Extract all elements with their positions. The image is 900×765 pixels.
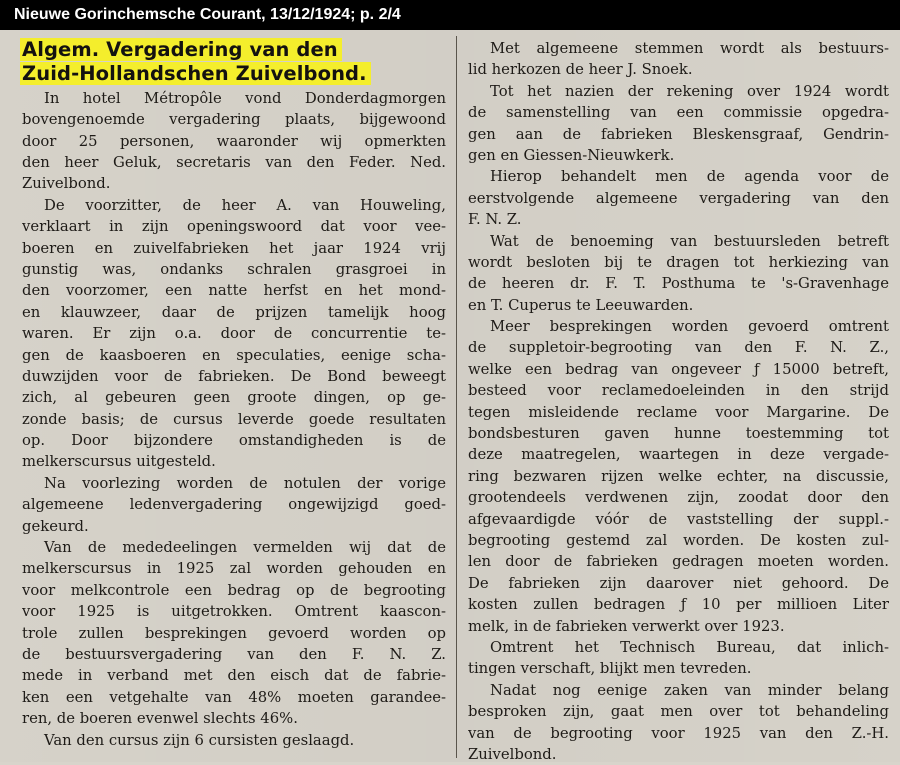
text-line: gen en Giessen-Nieuwkerk. (468, 146, 675, 164)
text-line: op. Door bijzondere omstandigheden is de (22, 432, 446, 450)
text-line: zich, al gebeuren geen groote dingen, op ge- (22, 389, 446, 407)
text-line: voor 1925 is uitgetrokken. Omtrent kaascon- (22, 603, 446, 621)
text-line: den voorzomer, een natte herfst en het mond- (22, 282, 446, 300)
text-line: besproken zijn, gaat men over tot behandeling (468, 703, 889, 721)
text-line: verklaart in zijn openingswoord dat voor vee- (22, 218, 446, 236)
text-line: deze maatregelen, waartegen in deze vergade- (468, 446, 889, 464)
right-column (468, 38, 889, 765)
headline-line-1: Algem. Vergadering van den (20, 38, 342, 61)
text-line: den heer Geluk, secretaris van den Feder. Ned. (22, 153, 446, 171)
text-line: tingen verschaft, blijkt men tevreden. (468, 660, 752, 678)
text-line: de samenstelling van een commissie opgedra- (468, 104, 889, 122)
text-line: bovengenoemde vergadering plaats, bijgewoond (22, 111, 446, 129)
text-line: gen aan de fabrieken Bleskensgraaf, Gendrin- (468, 125, 889, 143)
text-line: F. N. Z. (468, 211, 522, 229)
text-line: waren. Er zijn o.a. door de concurrentie te- (22, 325, 446, 343)
text-line: Hierop behandelt men de agenda voor de (490, 168, 889, 186)
text-line: De voorzitter, de heer A. van Houweling, (44, 196, 446, 214)
text-line: ring bezwaren rijzen welke echter, na discussie, (468, 467, 889, 485)
text-line: de suppletoir-begrooting van den F. N. Z., (468, 339, 889, 357)
text-line: Van den cursus zijn 6 cursisten geslaagd. (44, 731, 355, 749)
text-line: afgevaardigde vóór de vaststelling der suppl.- (468, 510, 889, 528)
text-line: de heeren dr. F. T. Posthuma te 's-Gravenhage (468, 275, 889, 293)
text-line: Zuivelbond. (468, 745, 557, 763)
headline-line-2: Zuid-Hollandschen Zuivelbond. (20, 62, 371, 85)
text-line: gekeurd. (22, 517, 89, 535)
text-line: len door de fabrieken gedragen moeten worden. (468, 553, 889, 571)
text-line: welke een bedrag van ongeveer ƒ 15000 betreft, (468, 360, 889, 378)
text-line: In hotel Métropôle vond Donderdagmorgen (44, 89, 446, 107)
text-line: wordt besloten bij te dragen tot herkiezing van (468, 253, 889, 271)
text-line: de bestuursvergadering van den F. N. Z. (22, 645, 446, 663)
text-line: lid herkozen de heer J. Snoek. (468, 61, 693, 79)
text-line: Meer besprekingen worden gevoerd omtrent (490, 318, 889, 336)
text-line: melkerscursus in 1925 zal worden gehouden en (22, 560, 446, 578)
text-line: tegen misleidende reclame voor Margarine. De (468, 403, 889, 421)
text-line: Van de mededeelingen vermelden wij dat de (44, 539, 446, 557)
text-line: zonde basis; de cursus leverde goede resultaten (22, 410, 446, 428)
text-line: boeren en zuivelfabrieken het jaar 1924 vrij (22, 239, 446, 257)
text-line: grootendeels verdwenen zijn, zoodat door den (468, 489, 889, 507)
text-line: ken een vetgehalte van 48% moeten garandee- (22, 688, 446, 706)
source-caption: Nieuwe Gorinchemsche Courant, 13/12/1924; p. 2/4 (14, 6, 401, 23)
text-line: en T. Cuperus te Leeuwarden. (468, 296, 694, 314)
left-column-body (22, 88, 446, 751)
text-line: voor melkcontrole een bedrag op de begrooting (22, 581, 446, 599)
text-line: algemeene ledenvergadering ongewijzigd goed- (22, 496, 446, 514)
left-column (22, 38, 446, 751)
text-line: begrooting gestemd zal worden. De kosten zul- (468, 531, 889, 549)
text-line: gen de kaasboeren en speculaties, eenige scha- (22, 346, 446, 364)
text-line: Met algemeene stemmen wordt als bestuurs- (490, 40, 889, 57)
text-line: Na voorlezing worden de notulen der vorige (44, 474, 446, 492)
text-line: bondsbesturen gaven hunne toestemming tot (468, 425, 889, 443)
text-line: van de begrooting voor 1925 van den Z.-H. (468, 724, 889, 742)
text-line: mede in verband met den eisch dat de fabrie- (22, 667, 446, 685)
text-line: en klauwzeer, daar de prijzen tamelijk hoog (22, 303, 446, 321)
text-line: Nadat nog eenige zaken van minder belang (490, 681, 889, 699)
text-line: kosten zullen bedragen ƒ 10 per millioen Liter (468, 596, 889, 614)
text-line: duwzijden voor de fabrieken. De Bond beweegt (22, 367, 446, 385)
text-line: trole zullen besprekingen gevoerd worden op (22, 624, 446, 642)
text-line: eerstvolgende algemeene vergadering van den (468, 189, 889, 207)
text-line: Wat de benoeming van bestuursleden betreft (490, 232, 889, 250)
text-line: gunstig was, ondanks schralen grasgroei in (22, 260, 446, 278)
text-line: ren, de boeren evenwel slechts 46%. (22, 710, 298, 728)
text-line: De fabrieken zijn daarover niet gehoord. De (468, 574, 889, 592)
text-line: besteed voor reclamedoeleinden in den strijd (468, 382, 889, 400)
source-caption-bar (0, 0, 900, 30)
text-line: Zuivelbond. (22, 175, 111, 193)
column-divider (456, 36, 457, 758)
newspaper-clipping (0, 30, 900, 762)
text-line: melk, in de fabrieken verwerkt over 1923. (468, 617, 785, 635)
text-line: Tot het nazien der rekening over 1924 wordt (490, 82, 889, 100)
text-line: melkerscursus uitgesteld. (22, 453, 216, 471)
headline (22, 38, 446, 87)
text-line: Omtrent het Technisch Bureau, dat inlich- (490, 638, 889, 656)
right-column-body (468, 38, 889, 765)
text-line: door 25 personen, waaronder wij opmerkten (22, 132, 446, 150)
